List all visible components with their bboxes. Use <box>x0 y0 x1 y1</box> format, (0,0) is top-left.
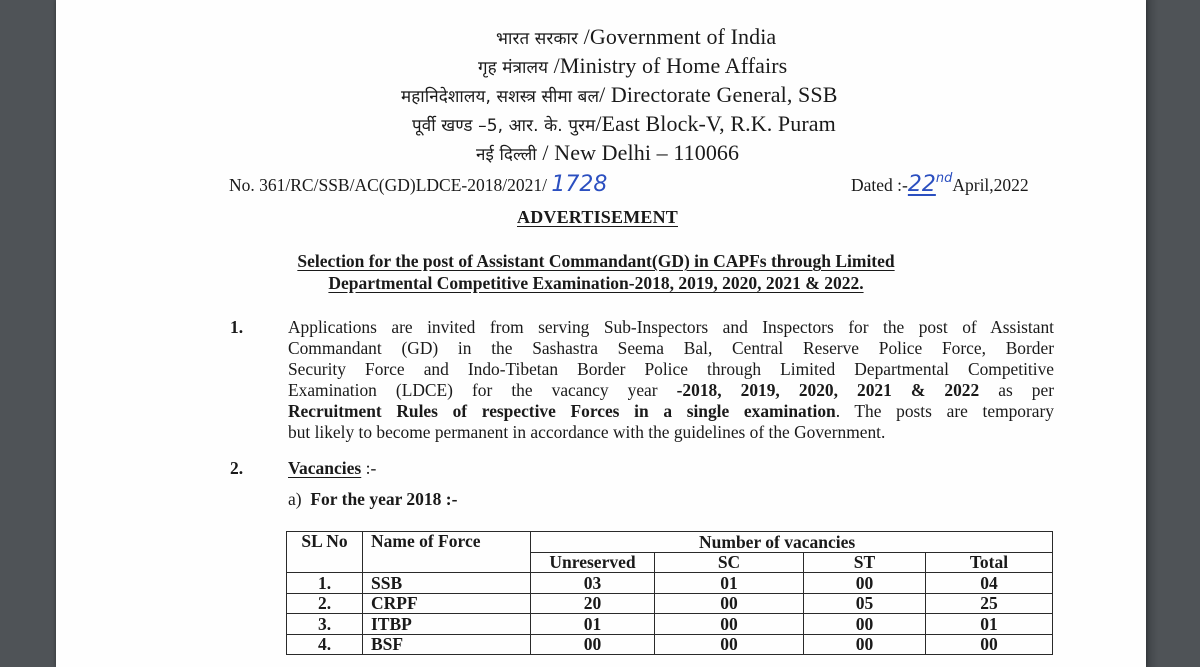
section-number-1: 1. <box>230 317 244 337</box>
header-number-of-vacancies: Number of vacancies <box>531 532 1053 553</box>
document-title: ADVERTISEMENT <box>517 207 678 227</box>
header-st: ST <box>804 552 926 573</box>
header-sl-no: SL No <box>287 532 363 573</box>
header-sc: SC <box>655 552 804 573</box>
viewer-background-edge <box>1146 0 1158 667</box>
header-total: Total <box>926 552 1053 573</box>
header-unreserved: Unreserved <box>531 552 655 573</box>
handwritten-date-suffix: nd <box>935 171 953 186</box>
table-header-row-1 <box>287 532 1053 553</box>
table-row: 2. CRPF 20 00 05 25 <box>287 593 1053 614</box>
section-2a-heading: a) For the year 2018 :- <box>288 489 458 509</box>
dated-line: Dated :-22ndApril,2022 <box>851 171 1029 197</box>
section-2-heading: Vacancies :- <box>288 458 377 478</box>
table-row: 1. SSB 03 01 00 04 <box>287 573 1053 594</box>
letterhead-line-ministry: गृह मंत्रालय /Ministry of Home Affairs <box>478 53 788 78</box>
letterhead-line-government: भारत सरकार /Government of India <box>496 24 777 49</box>
section-number-2: 2. <box>230 458 244 478</box>
handwritten-date-day: 22 <box>907 172 936 197</box>
letterhead-line-address: पूर्वी खण्ड –5, आर. के. पुरम/East Block-V, R.K. Puram <box>412 111 836 136</box>
vacancy-table-2018 <box>286 531 1053 655</box>
handwritten-reference-number: 1728 <box>551 172 608 197</box>
table-row: 4. BSF 00 00 00 00 <box>287 634 1053 655</box>
reference-number: No. 361/RC/SSB/AC(GD)LDCE-2018/2021/ 1728 <box>229 172 608 197</box>
table-row: 3. ITBP 01 00 00 01 <box>287 614 1053 635</box>
letterhead-line-directorate: महानिदेशालय, सशस्त्र सीमा बल/ Directorate General, SSB <box>401 82 838 107</box>
document-subtitle: Selection for the post of Assistant Commandant(GD) in CAPFs through Limited Departmental Competitive Examination-2018, 2019, 2020, 2021 & 2022. <box>297 251 895 293</box>
section-1-paragraph: Applications are invited from serving Sub-Inspectors and Inspectors for the post of Assistant Commandant (GD) in the Sashastra Seema Bal, Central Reserve Police Force, Border Security Force and Indo-Tibetan Border Police through Limited Departmental Competitive Examination (LDCE) for the vacancy year -2018, 2019, 2020, 2021 & 2022 as per Recruitment Rules of respective Forces in a single examination. The posts are temporary but likely to become permanent in accordance with the guidelines of the Government. <box>288 317 1055 442</box>
header-name-of-force: Name of Force <box>363 532 531 573</box>
letterhead-line-city: नई दिल्ली / New Delhi – 110066 <box>476 140 740 165</box>
